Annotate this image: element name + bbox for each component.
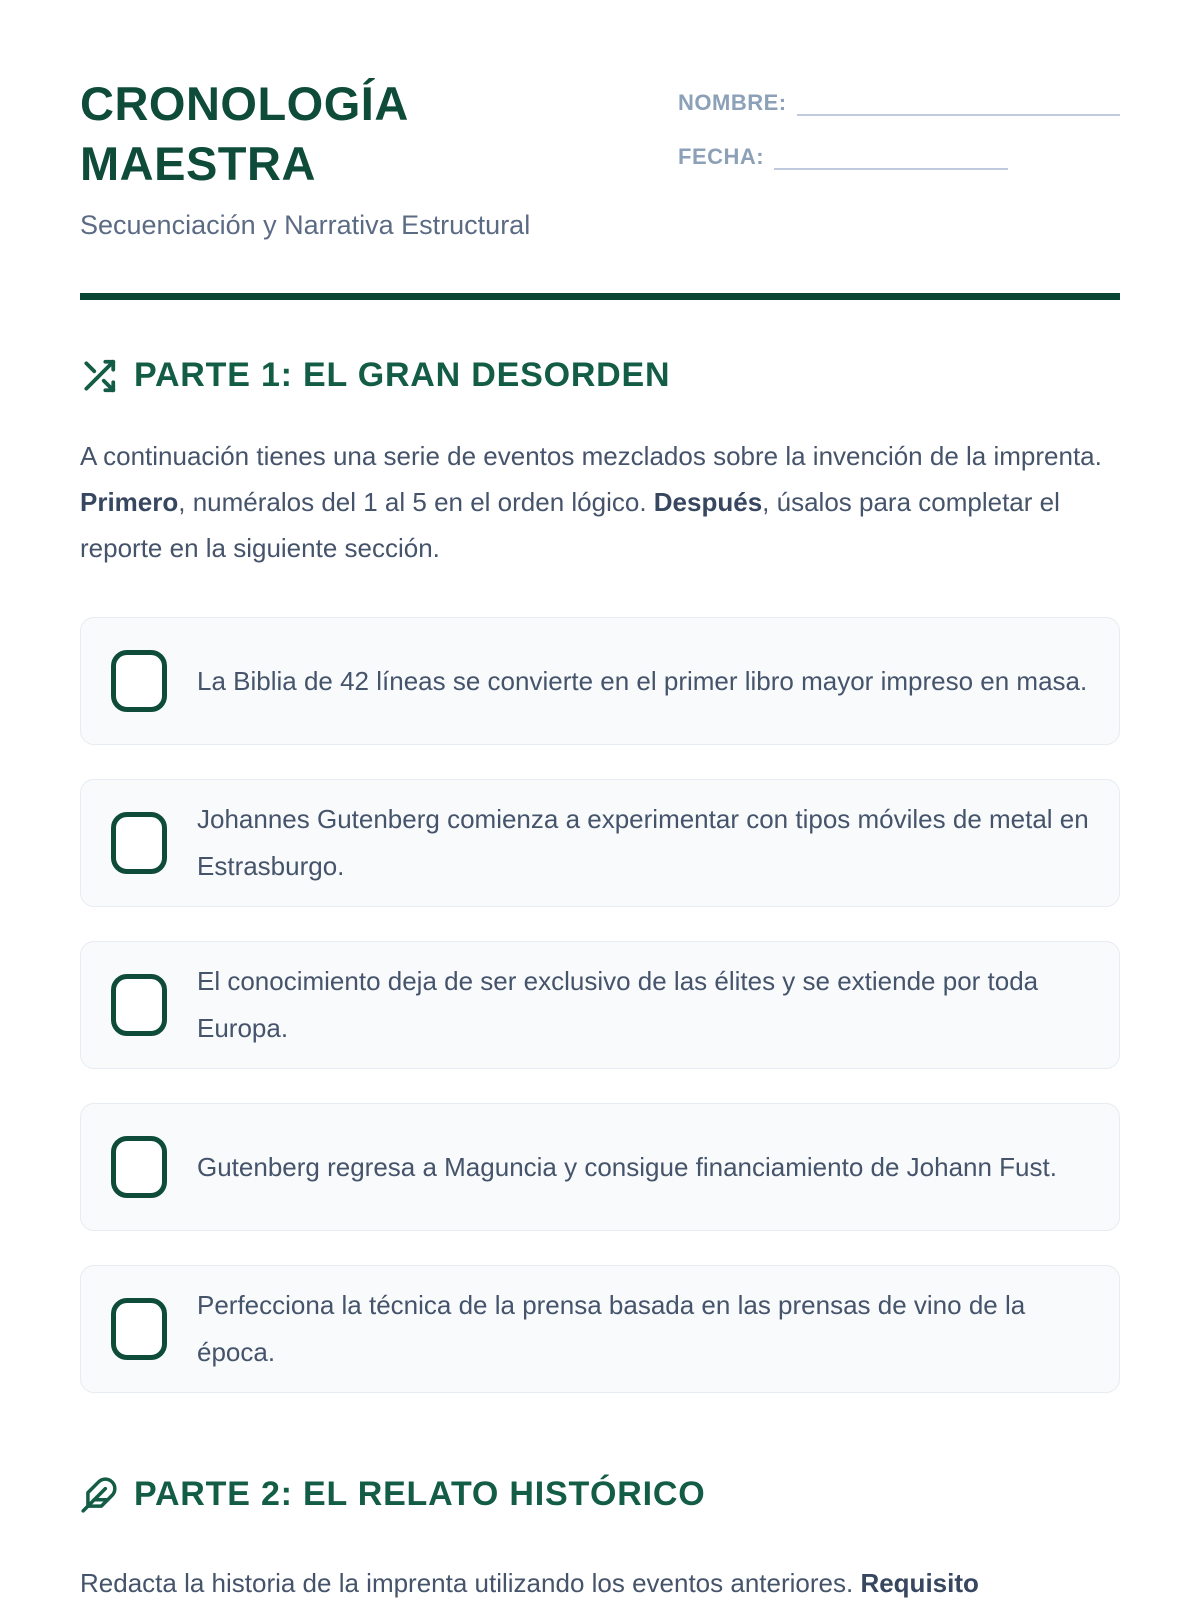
title-line-1: CRONOLOGÍA [80,77,409,130]
event-card [80,779,1120,907]
order-checkbox[interactable] [111,812,167,874]
order-checkbox[interactable] [111,650,167,712]
event-text: La Biblia de 42 líneas se convierte en el primer libro mayor impreso en masa. [197,665,1088,696]
part2-heading [80,1475,1120,1514]
shuffle-icon [80,357,118,395]
order-checkbox[interactable] [111,974,167,1036]
feather-icon [80,1476,118,1514]
event-text: Johannes Gutenberg comienza a experimentar con tipos móviles de metal en Estrasburgo. [197,804,1089,881]
order-checkbox[interactable] [111,1136,167,1198]
title-line-2: MAESTRA [80,137,316,190]
page-subtitle: Secuenciación y Narrativa Estructural [80,210,531,240]
header-divider [80,293,1120,300]
event-text: El conocimiento deja de ser exclusivo de las élites y se extiende por toda Europa. [197,966,1039,1043]
event-text: Perfecciona la técnica de la prensa basada en las prensas de vino de la época. [197,1290,1026,1367]
worksheet-header [80,74,1120,241]
event-card-list [80,617,1120,1393]
part2-heading-text: PARTE 2: EL RELATO HISTÓRICO [134,1475,706,1513]
part1-heading-text: PARTE 1: EL GRAN DESORDEN [134,356,671,394]
date-label: FECHA: [678,144,765,169]
event-text: Gutenberg regresa a Maguncia y consigue financiamiento de Johann Fust. [197,1151,1057,1182]
date-input-line[interactable] [774,144,1008,170]
student-fields [678,74,1120,241]
order-checkbox[interactable] [111,1298,167,1360]
event-card [80,1265,1120,1393]
event-card [80,1103,1120,1231]
title-block [80,74,530,241]
event-card [80,617,1120,745]
name-label: NOMBRE: [678,90,787,115]
part1-heading [80,356,1120,395]
name-input-line[interactable] [797,90,1120,116]
date-field-row [678,138,1120,170]
name-field-row [678,84,1120,116]
part2-instructions: Redacta la historia de la imprenta utilizando los eventos anteriores. Requisito [80,1568,979,1598]
page-title [80,74,530,194]
part1-instructions: A continuación tienes una serie de eventos mezclados sobre la invención de la imprenta. Primero, numéralos del 1 al 5 en el orden lógico. Después, úsalos para completar el reporte en la siguiente sección. [80,441,1102,563]
event-card [80,941,1120,1069]
